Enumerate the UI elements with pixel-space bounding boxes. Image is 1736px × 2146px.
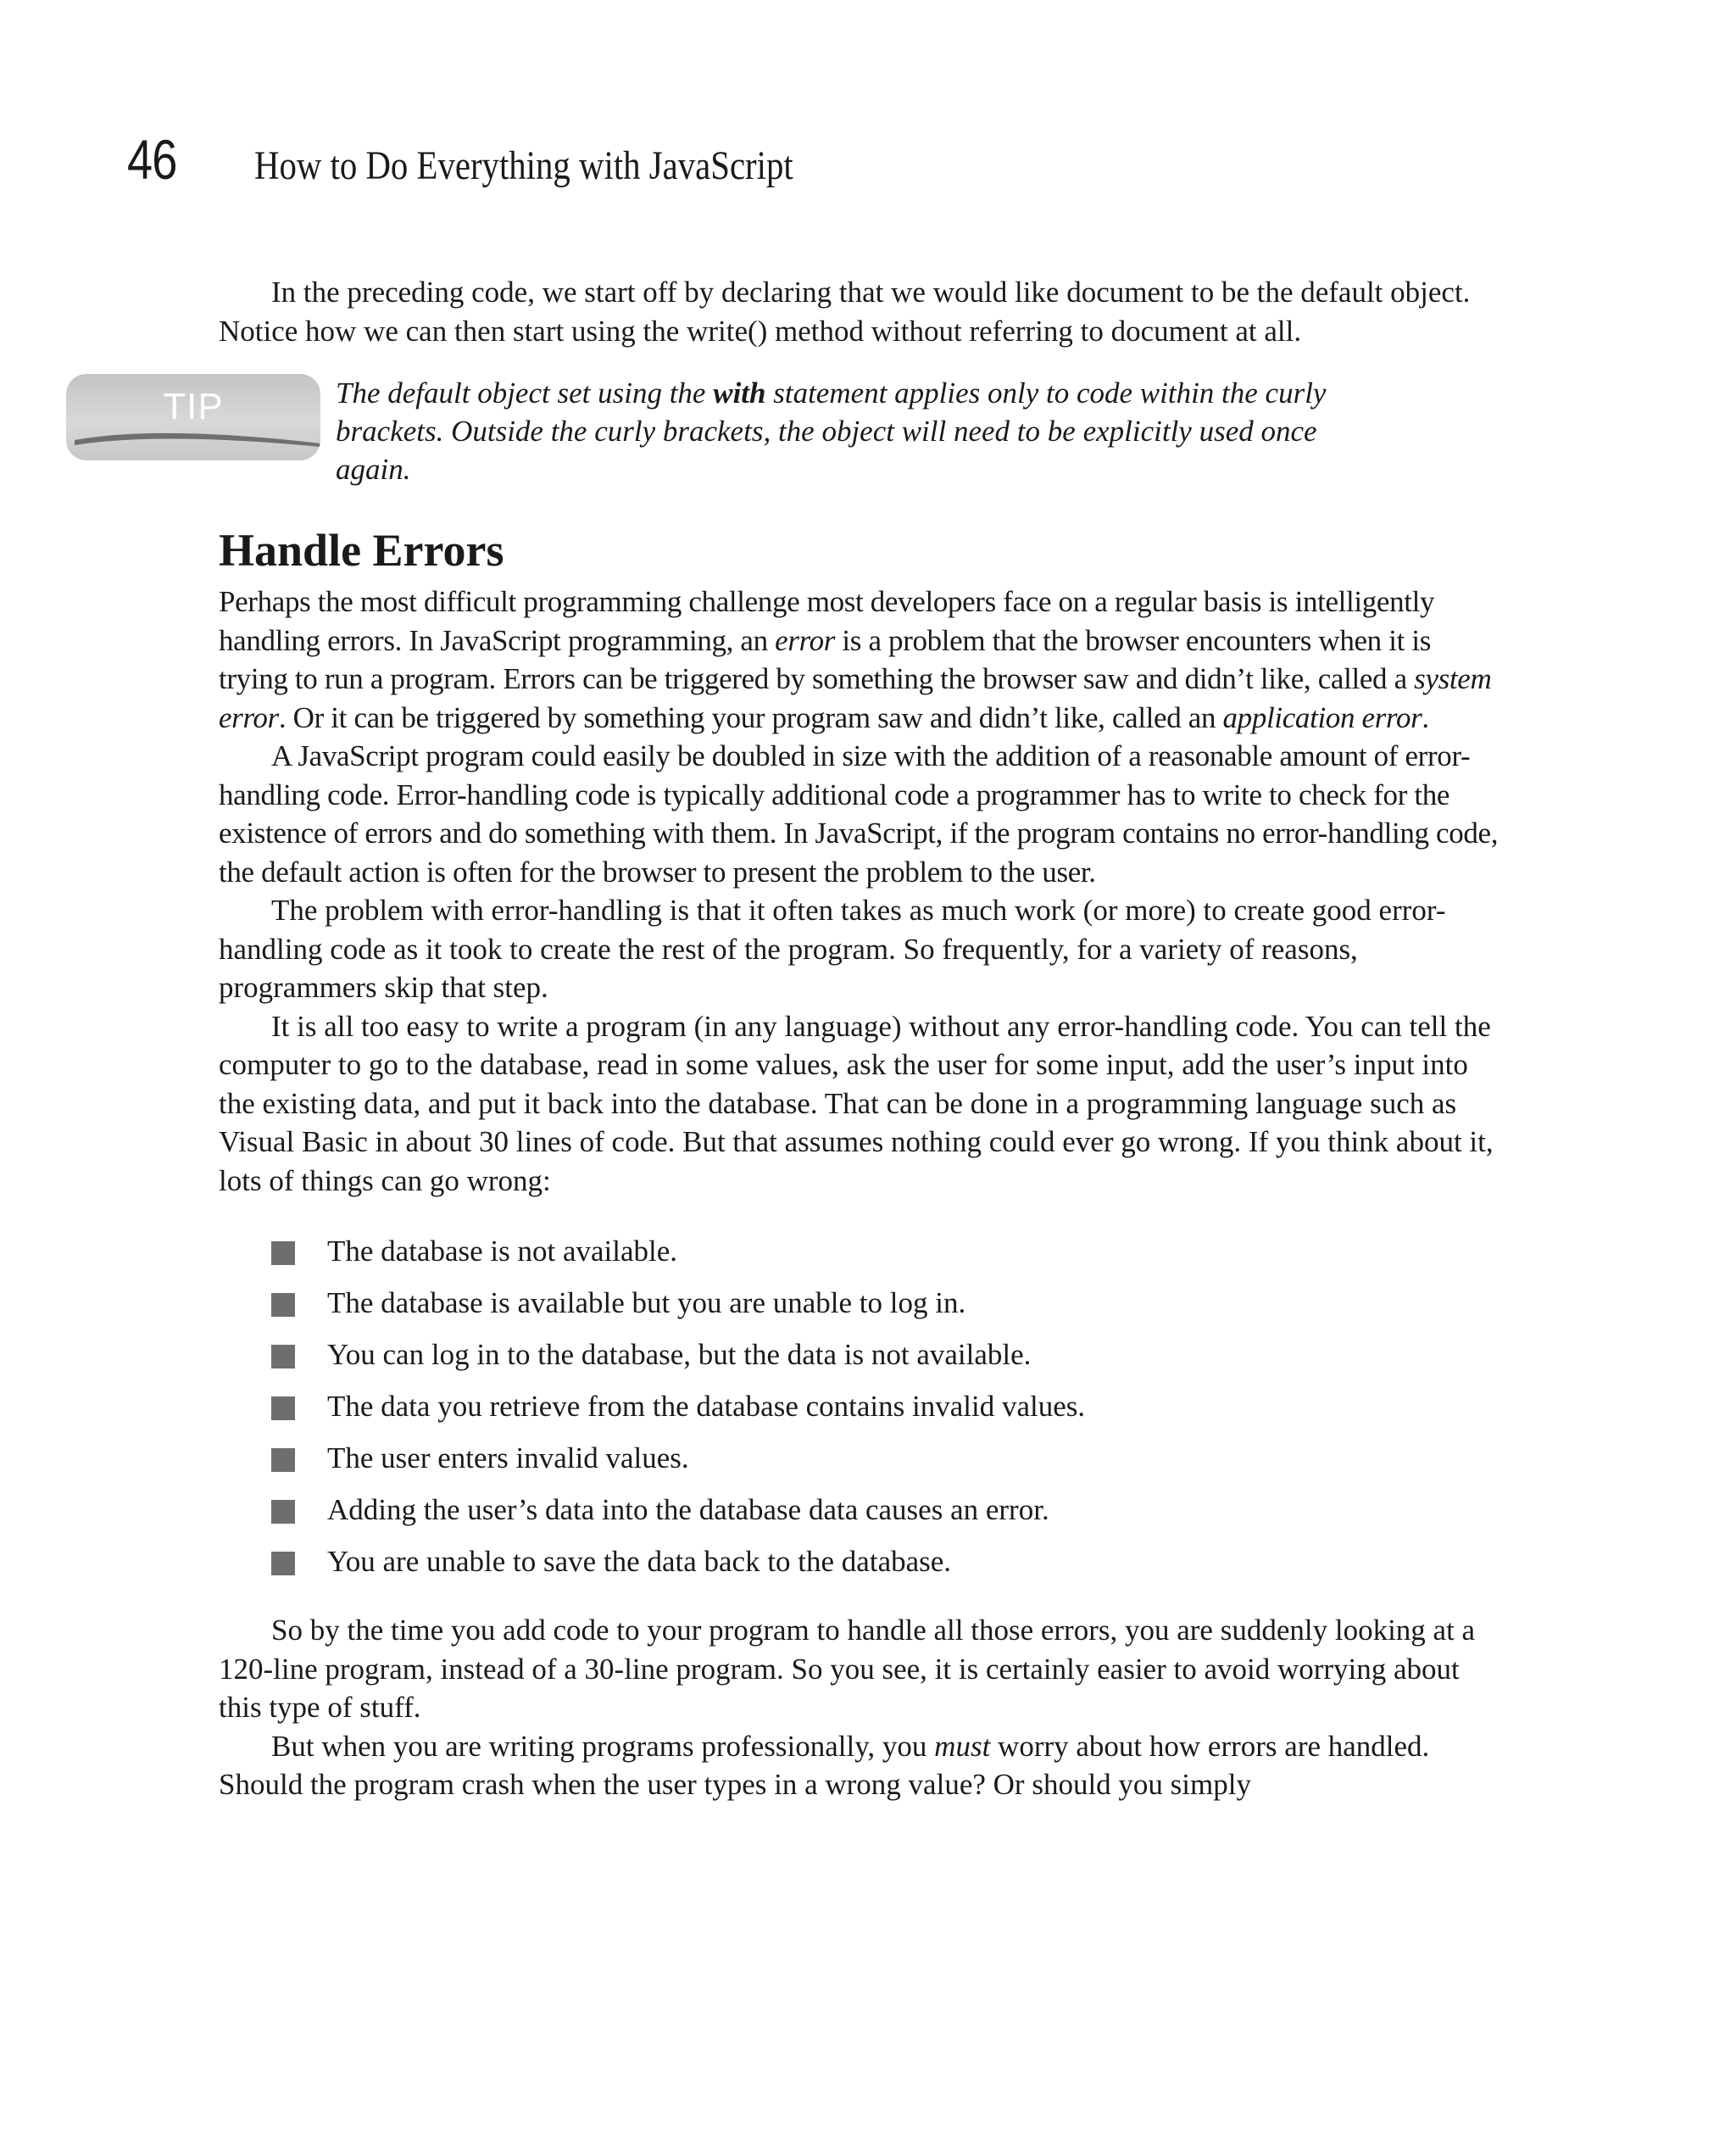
- swoosh-icon: [66, 374, 320, 460]
- list-item: [219, 1484, 1500, 1536]
- list-item-text: The data you retrieve from the database contains invalid values.: [327, 1390, 1086, 1423]
- square-bullet-icon: [271, 1396, 295, 1420]
- page-header: [127, 127, 888, 195]
- list-item-text: Adding the user’s data into the database data causes an error.: [327, 1493, 1049, 1526]
- list-item: [219, 1432, 1500, 1484]
- page-content: [163, 273, 1500, 1804]
- list-item-text: You can log in to the database, but the data is not available.: [327, 1338, 1032, 1371]
- paragraph-3: The problem with error-handling is that it often takes as much work (or more) to create good error-handling code as it took to create the rest of the program. So frequently, for a variety of reasons, programmers skip that step.: [219, 894, 1446, 1004]
- square-bullet-icon: [271, 1552, 295, 1575]
- list-item: [219, 1536, 1500, 1587]
- tip-label: TIP: [163, 386, 224, 427]
- square-bullet-icon: [271, 1500, 295, 1524]
- list-item: [219, 1277, 1500, 1329]
- term-must: must: [934, 1729, 991, 1763]
- paragraph-6-part2: worry about how errors are handled. Should the program crash when the user types in a wrong value? Or should you simply: [219, 1729, 1430, 1801]
- list-item: [219, 1380, 1500, 1432]
- list-item-text: The user enters invalid values.: [327, 1441, 689, 1474]
- tip-callout: [163, 374, 1500, 493]
- paragraph-1-part3: . Or it can be triggered by something your program saw and didn’t like, called an: [278, 700, 1223, 734]
- paragraph-2: A JavaScript program could easily be doubled in size with the addition of a reasonable amount of error-handling code. Error-handling code is typically additional code a programmer has to write to check for the existence of errors and do something with them. In JavaScript, if the program contains no error-handling code, the default action is often for the browser to present the problem to the user.: [219, 739, 1499, 889]
- square-bullet-icon: [271, 1345, 295, 1368]
- error-list: [219, 1225, 1500, 1587]
- list-item-text: You are unable to save the data back to the database.: [327, 1545, 952, 1578]
- list-item: [219, 1225, 1500, 1277]
- list-item: [219, 1329, 1500, 1380]
- square-bullet-icon: [271, 1241, 295, 1265]
- term-application-error: application error: [1222, 700, 1422, 734]
- paragraph-1-part2: is a problem that the browser encounters when it is trying to run a program. Errors can be triggered by something the browser saw and didn’t like, called a: [219, 623, 1432, 695]
- term-system-error: system error: [219, 662, 1492, 734]
- list-item-text: The database is not available.: [327, 1235, 678, 1268]
- section-heading: Handle Errors: [219, 525, 504, 576]
- paragraph-6-part1: But when you are writing programs professionally, you: [271, 1729, 935, 1763]
- paragraph-1: [219, 582, 1500, 737]
- paragraph-1-part1: Perhaps the most difficult programming challenge most developers face on a regular basis is intelligently handling errors. In JavaScript programming, an: [219, 585, 1435, 657]
- tip-badge: [66, 374, 320, 460]
- square-bullet-icon: [271, 1448, 295, 1472]
- paragraph-6: [219, 1727, 1500, 1804]
- tip-bold-keyword: with: [713, 376, 766, 410]
- running-title: How to Do Everything with JavaScript: [254, 143, 793, 188]
- paragraph-5: So by the time you add code to your program to handle all those errors, you are suddenly looking at a 120-line program, instead of a 30-line program. So you see, it is certainly easier to avoid worrying about this type of stuff.: [219, 1614, 1476, 1724]
- intro-paragraph: In the preceding code, we start off by declaring that we would like document to be the default object. Notice how we can then start using the write() method without referring to document at all.: [219, 276, 1471, 348]
- tip-text-before: The default object set using the: [336, 376, 714, 410]
- tip-text: [336, 374, 1395, 488]
- list-item-text: The database is available but you are unable to log in.: [327, 1286, 966, 1319]
- paragraph-1-part4: .: [1422, 700, 1429, 734]
- term-error: error: [775, 623, 836, 657]
- paragraph-4: It is all too easy to write a program (in any language) without any error-handling code. You can tell the computer to go to the database, read in some values, ask the user for some input, add the user’s input into the existing data, and put it back into the database. That can be done in a programming language such as Visual Basic in about 30 lines of code. But that assumes nothing could ever go wrong. If you think about it, lots of things can go wrong:: [219, 1009, 1494, 1197]
- square-bullet-icon: [271, 1293, 295, 1317]
- tip-text-after: statement applies only to code within the curly brackets. Outside the curly brackets, the object will need to be explicitly used once again.: [336, 376, 1327, 486]
- page-number: 46: [127, 128, 177, 191]
